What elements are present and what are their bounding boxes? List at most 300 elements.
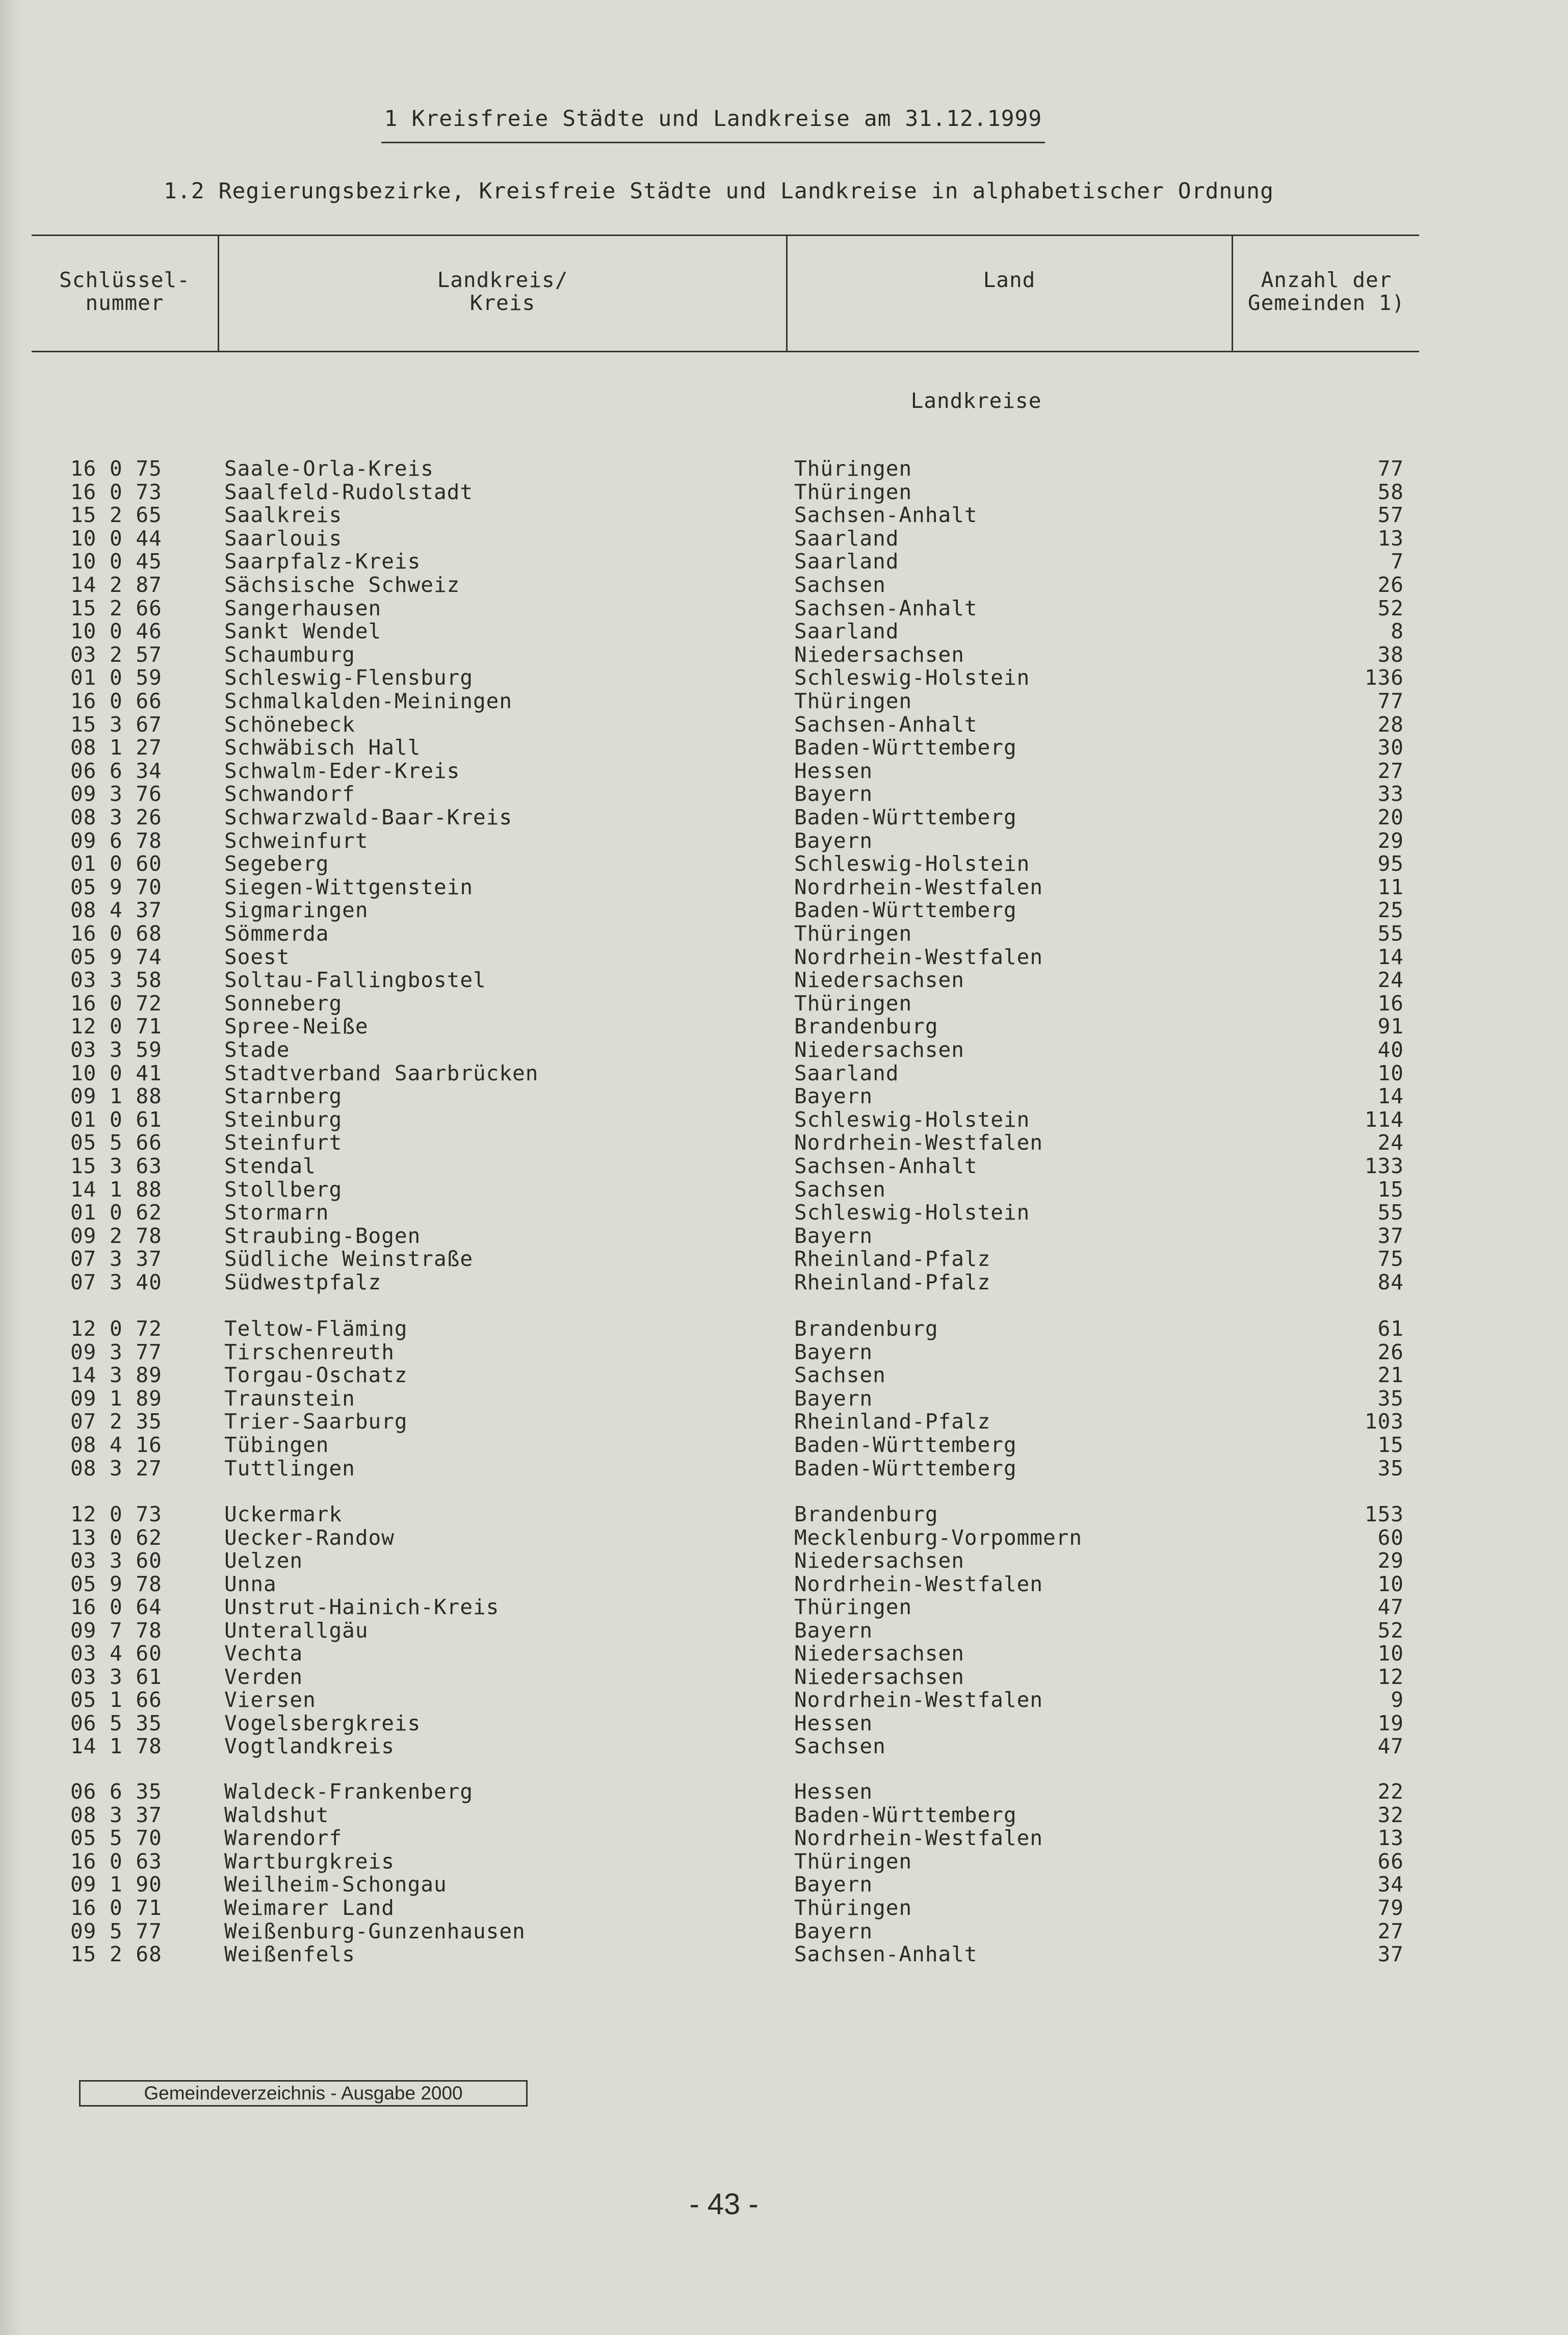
table-row [0,1201,1568,1224]
row-district: Steinfurt [224,1130,343,1155]
row-municipality-count: 21 [1377,1363,1404,1388]
header-count-line: Gemeinden 1) [1247,291,1405,315]
row-state: Bayern [794,1618,873,1643]
row-state: Niedersachsen [794,1037,964,1062]
table-row [0,1131,1568,1154]
row-municipality-count: 20 [1377,805,1404,829]
row-municipality-count: 15 [1377,1433,1404,1457]
row-district: Vogtlandkreis [224,1734,395,1759]
row-municipality-count: 55 [1377,1200,1404,1225]
row-municipality-count: 26 [1377,1339,1404,1364]
row-district: Tübingen [224,1433,329,1457]
row-state: Bayern [794,1386,873,1411]
row-key: 03 2 57 [70,642,162,667]
row-state: Thüringen [794,921,912,946]
row-state: Thüringen [794,1849,912,1874]
row-state: Nordrhein-Westfalen [794,1826,1043,1851]
row-municipality-count: 103 [1364,1409,1404,1434]
table-row [0,875,1568,899]
row-municipality-count: 15 [1377,1177,1404,1202]
row-state: Niedersachsen [794,1664,964,1689]
table-row [0,503,1568,527]
table-row [0,1015,1568,1038]
row-district: Stade [224,1037,290,1062]
row-key: 09 3 77 [70,1339,162,1364]
row-municipality-count: 37 [1377,1942,1404,1967]
page-number: - 43 - [689,2188,759,2221]
row-key: 12 0 73 [70,1502,162,1526]
row-key: 14 1 78 [70,1734,162,1759]
row-district: Uecker-Randow [224,1525,395,1550]
row-municipality-count: 79 [1377,1896,1404,1920]
row-key: 14 3 89 [70,1363,162,1388]
row-municipality-count: 52 [1377,595,1404,620]
row-municipality-count: 27 [1377,758,1404,783]
row-state: Thüringen [794,479,912,504]
row-municipality-count: 24 [1377,1130,1404,1155]
row-state: Saarland [794,526,899,551]
table-row [0,1826,1568,1850]
row-district: Vogelsbergkreis [224,1710,421,1735]
row-municipality-count: 16 [1377,991,1404,1016]
row-district: Schleswig-Flensburg [224,665,473,690]
header-key [32,269,218,315]
table-row [0,1108,1568,1131]
table-row [0,1502,1568,1526]
row-municipality-count: 26 [1377,573,1404,597]
row-key: 07 2 35 [70,1409,162,1434]
row-district: Weißenburg-Gunzenhausen [224,1918,526,1943]
table-row [0,1873,1568,1896]
row-municipality-count: 55 [1377,921,1404,946]
table-row [0,968,1568,992]
row-state: Thüringen [794,991,912,1016]
row-state: Bayern [794,1339,873,1364]
row-state: Rheinland-Pfalz [794,1247,991,1272]
table-row [0,852,1568,875]
table-row [0,1896,1568,1919]
row-district: Torgau-Oschatz [224,1363,408,1388]
row-municipality-count: 95 [1377,851,1404,876]
row-state: Schleswig-Holstein [794,1107,1030,1132]
row-state: Schleswig-Holstein [794,851,1030,876]
table-row [0,1247,1568,1270]
table-row [0,1084,1568,1108]
table-row [0,1942,1568,1966]
row-key: 08 4 37 [70,898,162,923]
row-municipality-count: 133 [1364,1154,1404,1178]
row-state: Mecklenburg-Vorpommern [794,1525,1083,1550]
row-district: Sonneberg [224,991,343,1016]
header-key-line: nummer [85,291,164,315]
row-state: Nordrhein-Westfalen [794,1571,1043,1596]
row-municipality-count: 14 [1377,1084,1404,1109]
row-municipality-count: 30 [1377,735,1404,760]
row-key: 10 0 46 [70,619,162,644]
row-state: Nordrhein-Westfalen [794,944,1043,969]
row-key: 06 5 35 [70,1710,162,1735]
row-district: Weilheim-Schongau [224,1872,447,1897]
table-row [0,782,1568,806]
row-state: Thüringen [794,456,912,481]
row-municipality-count: 22 [1377,1779,1404,1804]
row-key: 03 3 59 [70,1037,162,1062]
row-state: Brandenburg [794,1014,938,1039]
row-state: Sachsen-Anhalt [794,1154,978,1178]
row-municipality-count: 77 [1377,689,1404,713]
header-state-label: Land [983,268,1036,292]
row-municipality-count: 66 [1377,1849,1404,1874]
table-row [0,736,1568,759]
row-state: Niedersachsen [794,968,964,993]
row-key: 10 0 45 [70,549,162,574]
row-key: 16 0 73 [70,479,162,504]
header-district-line: Landkreis/ [437,268,568,292]
row-district: Saarpfalz-Kreis [224,549,421,574]
page-heading: 1 Kreisfreie Städte und Landkreise am 31.12.1999 [384,106,1042,132]
row-key: 08 4 16 [70,1433,162,1457]
table-row [0,1572,1568,1596]
row-key: 12 0 71 [70,1014,162,1039]
row-municipality-count: 33 [1377,782,1404,807]
table-row [0,1711,1568,1735]
row-state: Niedersachsen [794,642,964,667]
row-district: Segeberg [224,851,329,876]
row-state: Thüringen [794,1595,912,1620]
table-row [0,759,1568,783]
row-district: Traunstein [224,1386,355,1411]
row-municipality-count: 35 [1377,1386,1404,1411]
row-state: Sachsen-Anhalt [794,1942,978,1967]
table-row [0,713,1568,736]
row-district: Sömmerda [224,921,329,946]
row-municipality-count: 13 [1377,1826,1404,1851]
row-municipality-count: 47 [1377,1595,1404,1620]
row-district: Viersen [224,1688,316,1713]
table-row [0,1619,1568,1642]
table-row [0,1642,1568,1665]
row-district: Schmalkalden-Meiningen [224,689,513,713]
table-row [0,922,1568,945]
row-state: Hessen [794,1710,873,1735]
table-row [0,1850,1568,1873]
header-bottom-rule [32,351,1419,352]
row-key: 16 0 71 [70,1896,162,1920]
row-key: 05 9 78 [70,1571,162,1596]
row-key: 05 1 66 [70,1688,162,1713]
table-row [0,1803,1568,1827]
row-district: Soest [224,944,290,969]
row-municipality-count: 25 [1377,898,1404,923]
row-key: 15 3 67 [70,712,162,737]
row-district: Südwestpfalz [224,1270,382,1294]
table-row [0,1665,1568,1689]
row-key: 03 3 58 [70,968,162,993]
row-state: Rheinland-Pfalz [794,1270,991,1294]
row-key: 16 0 66 [70,689,162,713]
row-key: 09 1 90 [70,1872,162,1897]
row-municipality-count: 24 [1377,968,1404,993]
heading-underline [381,142,1045,143]
row-municipality-count: 35 [1377,1456,1404,1481]
row-key: 03 3 60 [70,1548,162,1573]
table-row [0,1387,1568,1410]
row-state: Baden-Württemberg [794,1433,1017,1457]
row-state: Sachsen-Anhalt [794,595,978,620]
row-municipality-count: 91 [1377,1014,1404,1039]
table-row [0,480,1568,504]
table-row [0,1549,1568,1572]
table-row [0,457,1568,480]
table-row [0,1270,1568,1294]
row-district: Steinburg [224,1107,343,1132]
row-district: Weimarer Land [224,1896,395,1920]
table-row [0,1178,1568,1201]
row-municipality-count: 77 [1377,456,1404,481]
table-row [0,992,1568,1015]
row-key: 16 0 64 [70,1595,162,1620]
row-district: Waldshut [224,1802,329,1827]
row-state: Hessen [794,758,873,783]
row-municipality-count: 58 [1377,479,1404,504]
row-state: Nordrhein-Westfalen [794,1688,1043,1713]
row-key: 14 1 88 [70,1177,162,1202]
row-state: Rheinland-Pfalz [794,1409,991,1434]
row-district: Stormarn [224,1200,329,1225]
row-district: Vechta [224,1641,303,1666]
row-key: 08 3 26 [70,805,162,829]
row-state: Baden-Württemberg [794,1456,1017,1481]
table-subheading: 1.2 Regierungsbezirke, Kreisfreie Städte und Landkreise in alphabetischer Ordnung [164,178,1274,204]
row-district: Waldeck-Frankenberg [224,1779,473,1804]
row-district: Stadtverband Saarbrücken [224,1060,539,1085]
row-key: 12 0 72 [70,1316,162,1341]
section-label: Landkreise [910,388,1042,413]
row-key: 03 4 60 [70,1641,162,1666]
row-state: Bayern [794,1872,873,1897]
row-key: 09 3 76 [70,782,162,807]
row-state: Nordrhein-Westfalen [794,874,1043,899]
table-row [0,1780,1568,1803]
row-district: Spree-Neiße [224,1014,369,1039]
row-state: Sachsen [794,573,886,597]
row-municipality-count: 38 [1377,642,1404,667]
row-district: Schaumburg [224,642,355,667]
row-state: Thüringen [794,689,912,713]
row-district: Schwalm-Eder-Kreis [224,758,460,783]
table-row [0,829,1568,852]
header-count [1234,269,1419,315]
table-row [0,1061,1568,1085]
row-district: Unstrut-Hainich-Kreis [224,1595,500,1620]
row-state: Baden-Württemberg [794,735,1017,760]
row-key: 06 6 35 [70,1779,162,1804]
row-state: Brandenburg [794,1502,938,1526]
table-row [0,1410,1568,1433]
row-state: Nordrhein-Westfalen [794,1130,1043,1155]
row-key: 16 0 72 [70,991,162,1016]
row-state: Baden-Württemberg [794,1802,1017,1827]
row-state: Hessen [794,1779,873,1804]
row-state: Thüringen [794,1896,912,1920]
row-key: 09 1 88 [70,1084,162,1109]
row-key: 01 0 59 [70,665,162,690]
row-key: 08 3 27 [70,1456,162,1481]
row-municipality-count: 75 [1377,1247,1404,1272]
header-divider [1232,235,1233,352]
row-municipality-count: 14 [1377,944,1404,969]
table-row [0,619,1568,643]
header-district-line: Kreis [469,291,536,315]
table-row [0,1919,1568,1943]
row-municipality-count: 19 [1377,1710,1404,1735]
row-state: Saarland [794,549,899,574]
header-district [219,269,786,315]
table-row [0,806,1568,829]
row-key: 07 3 37 [70,1247,162,1272]
row-district: Sankt Wendel [224,619,382,644]
row-state: Bayern [794,828,873,853]
row-state: Sachsen [794,1734,886,1759]
row-state: Saarland [794,1060,899,1085]
row-municipality-count: 11 [1377,874,1404,899]
table-row [0,898,1568,922]
row-municipality-count: 10 [1377,1060,1404,1085]
table-row [0,1457,1568,1480]
row-key: 16 0 75 [70,456,162,481]
row-district: Weißenfels [224,1942,355,1967]
row-key: 10 0 41 [70,1060,162,1085]
row-state: Niedersachsen [794,1641,964,1666]
row-key: 08 3 37 [70,1802,162,1827]
row-district: Schönebeck [224,712,355,737]
row-key: 07 3 40 [70,1270,162,1294]
row-municipality-count: 27 [1377,1918,1404,1943]
row-municipality-count: 13 [1377,526,1404,551]
table-row [0,1154,1568,1178]
row-district: Straubing-Bogen [224,1223,421,1248]
row-state: Schleswig-Holstein [794,665,1030,690]
table-row [0,1433,1568,1457]
row-state: Schleswig-Holstein [794,1200,1030,1225]
row-municipality-count: 29 [1377,828,1404,853]
row-key: 13 0 62 [70,1525,162,1550]
row-state: Saarland [794,619,899,644]
row-municipality-count: 40 [1377,1037,1404,1062]
table-row [0,666,1568,689]
row-state: Bayern [794,1918,873,1943]
row-key: 16 0 63 [70,1849,162,1874]
row-key: 16 0 68 [70,921,162,946]
row-municipality-count: 28 [1377,712,1404,737]
table-row [0,1363,1568,1387]
table-row [0,1224,1568,1248]
row-state: Bayern [794,1084,873,1109]
row-district: Schwarzwald-Baar-Kreis [224,805,513,829]
row-state: Sachsen [794,1363,886,1388]
row-municipality-count: 10 [1377,1641,1404,1666]
row-district: Teltow-Fläming [224,1316,408,1341]
row-key: 05 9 74 [70,944,162,969]
row-state: Niedersachsen [794,1548,964,1573]
row-district: Warendorf [224,1826,343,1851]
row-key: 15 2 65 [70,503,162,528]
row-district: Südliche Weinstraße [224,1247,473,1272]
row-municipality-count: 7 [1391,549,1404,574]
header-top-rule [32,235,1419,236]
row-municipality-count: 153 [1364,1502,1404,1526]
row-municipality-count: 32 [1377,1802,1404,1827]
table-row [0,689,1568,713]
row-key: 10 0 44 [70,526,162,551]
row-district: Schwäbisch Hall [224,735,421,760]
row-district: Verden [224,1664,303,1689]
row-state: Baden-Württemberg [794,805,1017,829]
row-district: Stollberg [224,1177,343,1202]
row-key: 01 0 60 [70,851,162,876]
table-row [0,550,1568,573]
row-municipality-count: 84 [1377,1270,1404,1294]
row-district: Uckermark [224,1502,343,1526]
row-key: 15 2 66 [70,595,162,620]
row-municipality-count: 8 [1391,619,1404,644]
row-municipality-count: 9 [1391,1688,1404,1713]
row-key: 09 5 77 [70,1918,162,1943]
row-key: 05 9 70 [70,874,162,899]
table-row [0,1317,1568,1340]
row-district: Schweinfurt [224,828,369,853]
row-municipality-count: 12 [1377,1664,1404,1689]
row-municipality-count: 60 [1377,1525,1404,1550]
row-district: Schwandorf [224,782,355,807]
row-state: Baden-Württemberg [794,898,1017,923]
table-row [0,573,1568,596]
row-key: 14 2 87 [70,573,162,597]
row-municipality-count: 34 [1377,1872,1404,1897]
row-district: Saalkreis [224,503,343,528]
row-key: 01 0 61 [70,1107,162,1132]
row-district: Tuttlingen [224,1456,355,1481]
row-district: Tirschenreuth [224,1339,395,1364]
row-district: Sangerhausen [224,595,382,620]
header-state [788,269,1231,292]
row-state: Sachsen-Anhalt [794,503,978,528]
table-row [0,596,1568,620]
row-municipality-count: 57 [1377,503,1404,528]
header-count-line: Anzahl der [1261,268,1392,292]
table-row [0,1734,1568,1758]
row-key: 06 6 34 [70,758,162,783]
row-district: Starnberg [224,1084,343,1109]
row-district: Wartburgkreis [224,1849,395,1874]
row-district: Uelzen [224,1548,303,1573]
row-key: 05 5 66 [70,1130,162,1155]
table-row [0,1688,1568,1711]
row-district: Unna [224,1571,277,1596]
row-district: Stendal [224,1154,316,1178]
row-key: 09 2 78 [70,1223,162,1248]
row-municipality-count: 37 [1377,1223,1404,1248]
row-district: Sächsische Schweiz [224,573,460,597]
row-district: Siegen-Wittgenstein [224,874,473,899]
row-municipality-count: 114 [1364,1107,1404,1132]
row-key: 09 1 89 [70,1386,162,1411]
header-divider [786,235,788,352]
row-municipality-count: 52 [1377,1618,1404,1643]
row-district: Saalfeld-Rudolstadt [224,479,473,504]
row-state: Brandenburg [794,1316,938,1341]
table-row [0,1038,1568,1061]
